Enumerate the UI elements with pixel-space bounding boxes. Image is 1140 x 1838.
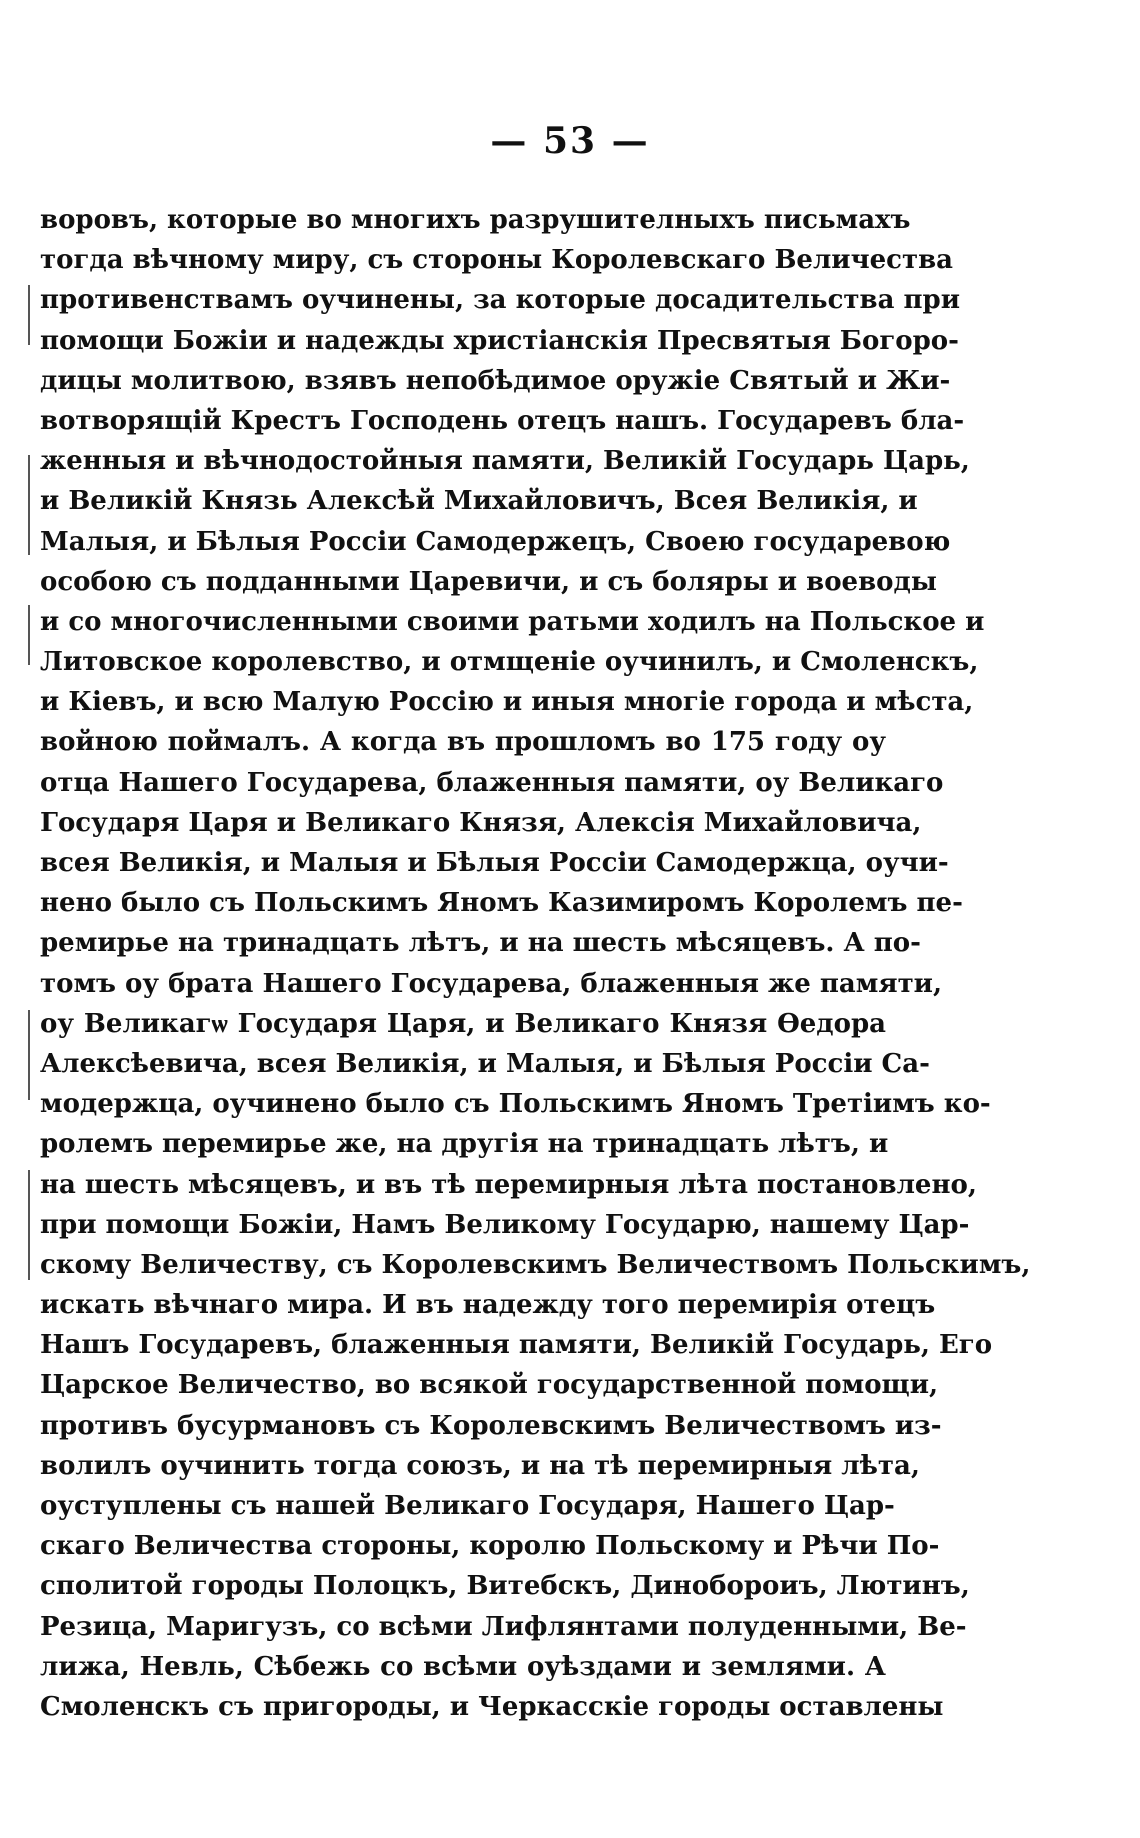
text-line: лижа, Невль, Сѣбежь со всѣми оуѣздами и землями. А: [40, 1651, 886, 1682]
text-line: сполитой городы Полоцкъ, Витебскъ, Динобороиъ, Лютинъ,: [40, 1571, 970, 1602]
text-line: отца Нашего Государева, блаженныя памяти, оу Великаго: [40, 767, 944, 798]
text-line: оу Великагѡ Государя Царя, и Великаго Князя Ѳедора: [40, 1008, 886, 1039]
text-line: на шесть мѣсяцевъ, и въ тѣ перемирныя лѣта постановлено,: [40, 1169, 977, 1200]
text-line: Алексѣевича, всея Великія, и Малыя, и Бѣлыя Россіи Са-: [40, 1048, 930, 1079]
text-line: оуступлены съ нашей Великаго Государя, Нашего Цар-: [40, 1491, 895, 1521]
text-line: Малыя, и Бѣлыя Россіи Самодержецъ, Своею государевою: [40, 526, 951, 557]
text-line: вотворящій Крестъ Господень отецъ нашъ. Государевъ бла-: [40, 405, 965, 436]
text-line: Царское Величество, во всякой государственной помощи,: [40, 1370, 939, 1401]
text-line: женныя и вѣчнодостойныя памяти, Великій Государь Царь,: [40, 446, 970, 477]
text-line: Резица, Маригузъ, со всѣми Лифлянтами полуденными, Ве-: [40, 1611, 967, 1642]
text-line: ролемъ перемирье же, на другія на тринадцать лѣтъ, и: [40, 1129, 889, 1160]
text-line: Литовское королевство, и отмщеніе оучинилъ, и Смоленскъ,: [40, 647, 979, 678]
text-line: волилъ оучинить тогда союзъ, и на тѣ перемирныя лѣта,: [40, 1450, 920, 1481]
text-line: всея Великія, и Малыя и Бѣлыя Россіи Самодержца, оучи-: [40, 848, 949, 878]
text-line: помощи Божіи и надежды христіанскія Пресвятыя Богоро-: [40, 325, 959, 356]
text-line: особою съ подданными Царевичи, и съ боляры и воеводы: [40, 566, 937, 597]
text-line: ремирье на тринадцать лѣтъ, и на шесть мѣсяцевъ. А по-: [40, 928, 921, 959]
text-line: Смоленскъ съ пригороды, и Черкасскіе городы оставлены: [40, 1691, 944, 1722]
margin-mark: [28, 285, 30, 345]
text-line: искать вѣчнаго мира. И въ надежду того перемирія отецъ: [40, 1290, 936, 1321]
body-text: [40, 200, 1031, 1727]
margin-mark: [28, 1010, 30, 1100]
margin-mark: [28, 1170, 30, 1280]
text-line: и Кіевъ, и всю Малую Россію и иныя многіе города и мѣста,: [40, 687, 974, 718]
text-line: противъ бусурмановъ съ Королевскимъ Величествомъ из-: [40, 1410, 942, 1441]
page-number: — 53 —: [490, 120, 650, 162]
text-line: Нашъ Государевъ, блаженныя памяти, Великій Государь, Его: [40, 1330, 993, 1361]
text-line: скому Величеству, съ Королевскимъ Величествомъ Польскимъ,: [40, 1249, 1031, 1280]
text-line: и Великій Князь Алексѣй Михайловичъ, Всея Великія, и: [40, 486, 918, 517]
text-line: нено было съ Польскимъ Яномъ Казимиромъ Королемъ пе-: [40, 888, 963, 919]
text-line: модержца, оучинено было съ Польскимъ Яномъ Третіимъ ко-: [40, 1089, 991, 1120]
text-line: войною поймалъ. А когда въ прошломъ во 175 году оу: [40, 727, 886, 758]
text-line: противенствамъ оучинены, за которые досадительства при: [40, 285, 960, 316]
text-line: дицы молитвою, взявъ непобѣдимое оружіе Святый и Жи-: [40, 365, 951, 396]
text-line: и со многочисленными своими ратьми ходилъ на Польское и: [40, 606, 985, 637]
text-line: тогда вѣчному миру, съ стороны Королевскаго Величества: [40, 245, 954, 276]
margin-mark: [28, 605, 30, 665]
text-line: при помощи Божіи, Намъ Великому Государю, нашему Цар-: [40, 1209, 970, 1240]
text-line: Государя Царя и Великаго Князя, Алексія Михайловича,: [40, 807, 922, 838]
margin-mark: [28, 455, 30, 555]
text-line: скаго Величества стороны, королю Польскому и Рѣчи По-: [40, 1531, 940, 1562]
text-line: томъ оу брата Нашего Государева, блаженныя же памяти,: [40, 968, 943, 999]
text-line: воровъ, которые во многихъ разрушителныхъ письмахъ: [40, 205, 911, 235]
